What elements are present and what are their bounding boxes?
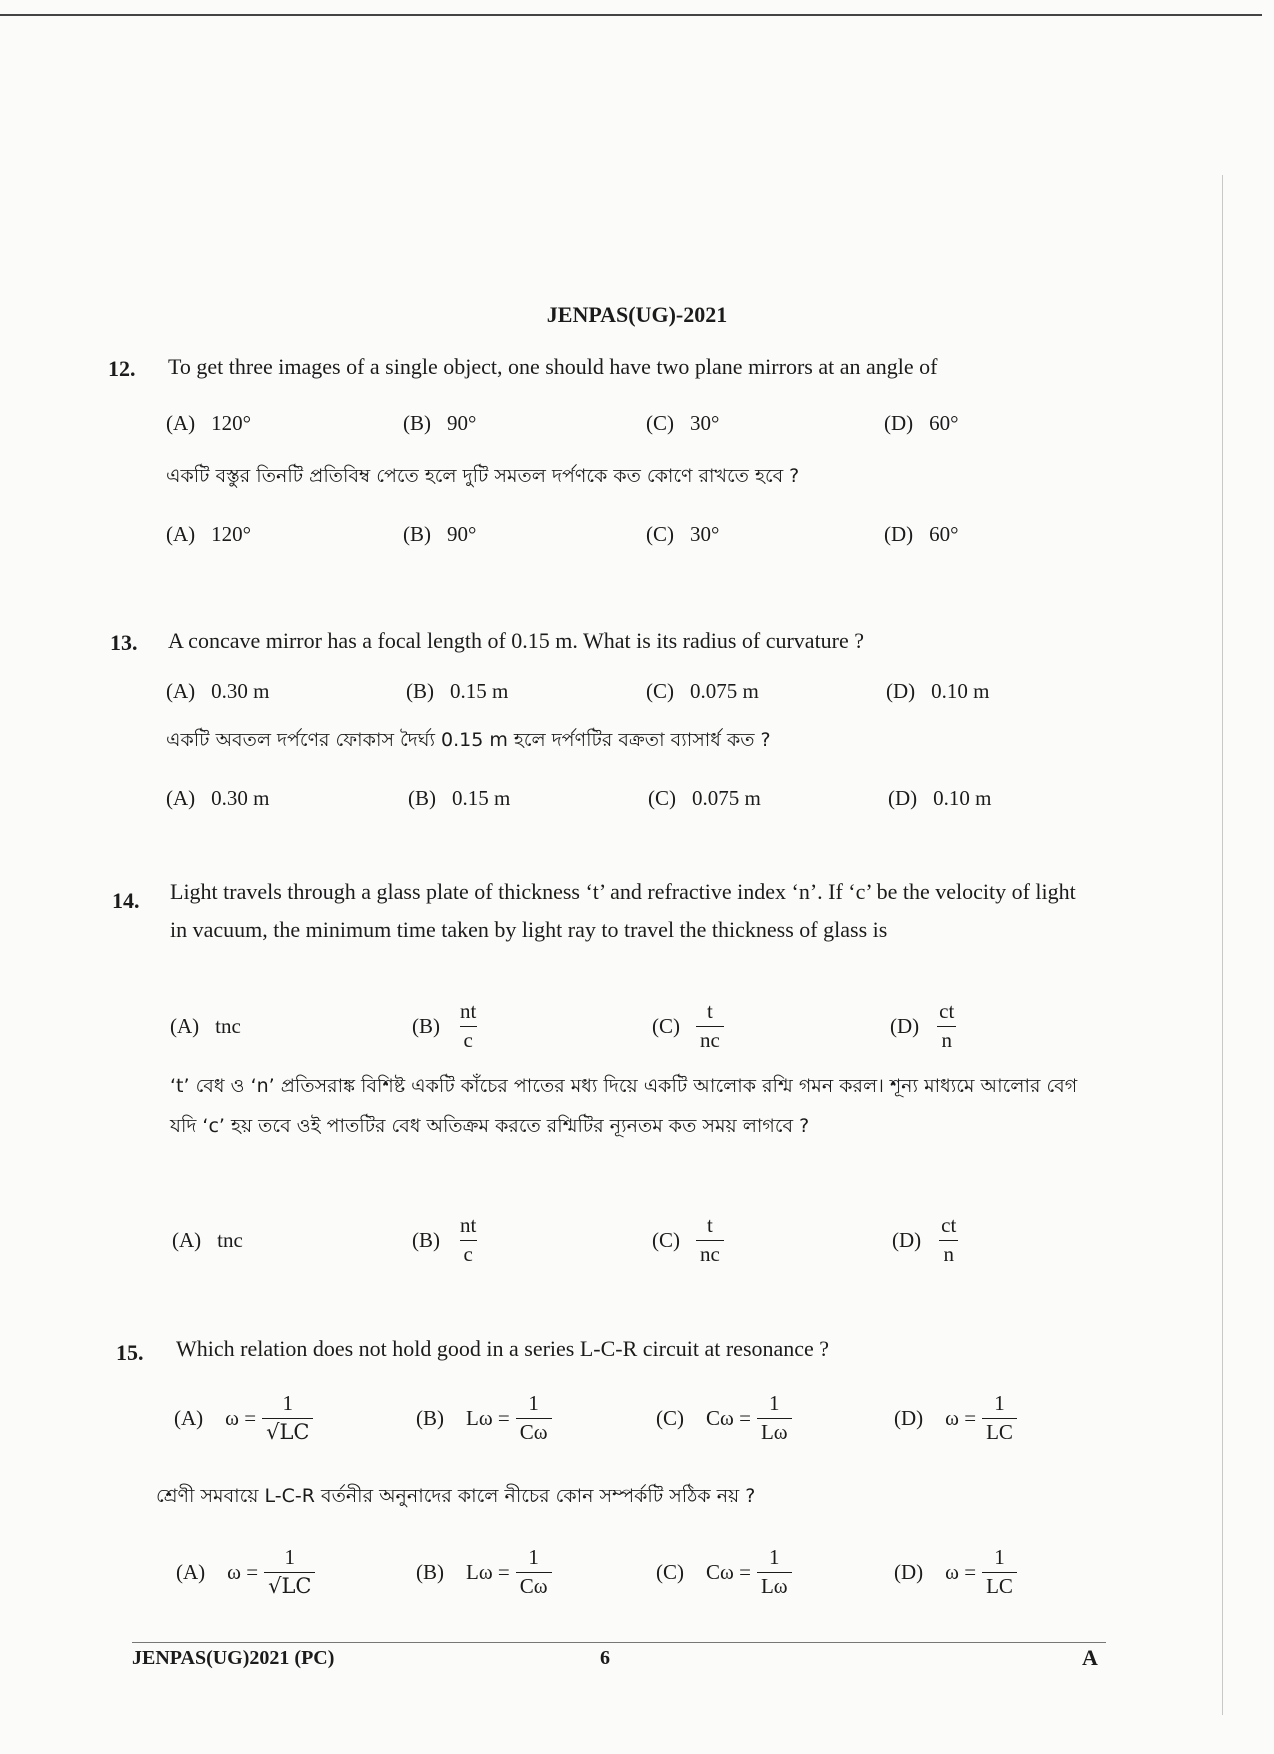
fraction: $\frac{1}{√LC}$ [262,1392,313,1443]
option-row-en [0,661,1274,721]
fraction: $\frac{ct}{n}$ [941,1213,957,1266]
option-a: (A) tnc [170,1013,241,1038]
option-c: (C) Cω = $\frac{1}{L\omega}$ [656,1542,792,1602]
question-text-bn: একটি বস্তুর তিনটি প্রতিবিম্ব পেতে হলে দুটি সমতল দর্পণকে কত কোণে রাখতে হবে ? [166,465,800,487]
question-text-en: A concave mirror has a focal length of 0.15 m. What is its radius of curvature ? [168,628,865,653]
fraction: $\frac{t}{nc}$ [696,1000,724,1051]
option-row-en [0,996,1274,1056]
option-b: (B) 0.15 m [406,678,509,703]
option-b: (B) 0.15 m [408,785,511,810]
question-text-bn: একটি অবতল দর্পণের ফোকাস দৈর্ঘ্য 0.15 m হলে দর্পণটির বক্রতা ব্যাসার্ধ কত ? [166,729,771,751]
option-d: (D) $\frac{ct}{n}$ [890,996,958,1056]
option-c: (C) $\frac{t}{nc}$ [652,996,724,1056]
option-d: (D) 60° [884,410,959,435]
option-b: (B) Lω = $\frac{1}{C\omega}$ [416,1388,552,1448]
top-rule [0,14,1262,16]
question-number: 13. [110,630,138,655]
option-c: (C) 0.075 m [648,785,761,810]
fraction: $\frac{1}{LC}$ [982,1392,1017,1443]
option-c: (C) 30° [646,410,720,435]
question-text-bn: ‘t’ বেধ ও ‘n’ প্রতিসরাঙ্ক বিশিষ্ট একটি কাঁচের পাতের মধ্য দিয়ে একটি আলোক রশ্মি গমন করল। শূন্য মাধ্যমে আলোর বেগ যদি ‘c’ হয় তবে ওই পাতটির বেধ অতিক্রম করতে রশ্মিটির ন্যূনতম কত সময় লাগবে ? [170,1075,1078,1137]
fraction: $\frac{t}{nc}$ [696,1214,724,1265]
fraction: $\frac{1}{L\omega}$ [757,1392,792,1443]
fraction: $\frac{1}{C\omega}$ [516,1392,552,1443]
option-a: (A) 0.30 m [166,785,270,810]
fraction: $\frac{1}{LC}$ [982,1546,1017,1597]
page-number: 6 [600,1647,610,1669]
question-text-en: Which relation does not hold good in a series L-C-R circuit at resonance ? [176,1336,830,1361]
option-a: (A) 120° [166,410,252,435]
option-row-bn [0,1542,1274,1602]
option-c: (C) 30° [646,521,720,546]
option-d: (D) 0.10 m [888,785,992,810]
option-b: (B) Lω = $\frac{1}{C\omega}$ [416,1542,552,1602]
question-text-bn: শ্রেণী সমবায়ে L-C-R বর্তনীর অনুনাদের কালে নীচের কোন সম্পর্কটি সঠিক নয় ? [156,1485,756,1507]
option-d: (D) ω = $\frac{1}{LC}$ [894,1388,1017,1448]
option-row-bn [0,504,1274,564]
question-text-en: To get three images of a single object, one should have two plane mirrors at an angle of [168,354,938,379]
option-b: (B) 90° [403,410,477,435]
option-d: (D) ω = $\frac{1}{LC}$ [894,1542,1017,1602]
fraction: $\frac{1}{C\omega}$ [516,1546,552,1597]
question-text-en: Light travels through a glass plate of thickness ‘t’ and refractive index ‘n’. If ‘c’ be the velocity of light in vacuum, the minimum time taken by light ray to travel the thickness of glass is [170,879,1076,942]
option-a: (A) 120° [166,521,252,546]
option-c: (C) Cω = $\frac{1}{L\omega}$ [656,1388,792,1448]
option-c: (C) $\frac{t}{nc}$ [652,1210,724,1270]
option-row-en [0,1388,1274,1448]
option-row-en [0,393,1274,453]
option-c: (C) 0.075 m [646,678,759,703]
question-number: 15. [116,1340,144,1365]
option-a: (A) 0.30 m [166,678,270,703]
option-b: (B) $\frac{nt}{c}$ [412,996,480,1056]
fraction: $\frac{ct}{n}$ [939,999,955,1052]
footer-rule [132,1642,1106,1643]
option-d: (D) 60° [884,521,959,546]
option-row-bn [0,1210,1274,1270]
fraction: $\frac{nt}{c}$ [460,1213,477,1266]
footer-exam-code: JENPAS(UG)2021 (PC) [132,1647,335,1669]
option-b: (B) $\frac{nt}{c}$ [412,1210,480,1270]
question-number: 12. [108,356,136,381]
option-d: (D) $\frac{ct}{n}$ [892,1210,960,1270]
option-a: (A) tnc [172,1227,243,1252]
page-header: JENPAS(UG)-2021 [546,302,728,327]
fraction: $\frac{1}{√LC}$ [264,1546,315,1597]
fraction: $\frac{1}{L\omega}$ [757,1546,792,1597]
option-b: (B) 90° [403,521,477,546]
question-number: 14. [112,888,140,913]
fraction: $\frac{nt}{c}$ [460,999,477,1052]
option-a: (A) ω = $\frac{1}{√LC}$ [176,1542,315,1602]
option-row-bn [0,768,1274,828]
option-a: (A) ω = $\frac{1}{√LC}$ [174,1388,313,1448]
option-d: (D) 0.10 m [886,678,990,703]
booklet-set: A [1082,1645,1098,1670]
